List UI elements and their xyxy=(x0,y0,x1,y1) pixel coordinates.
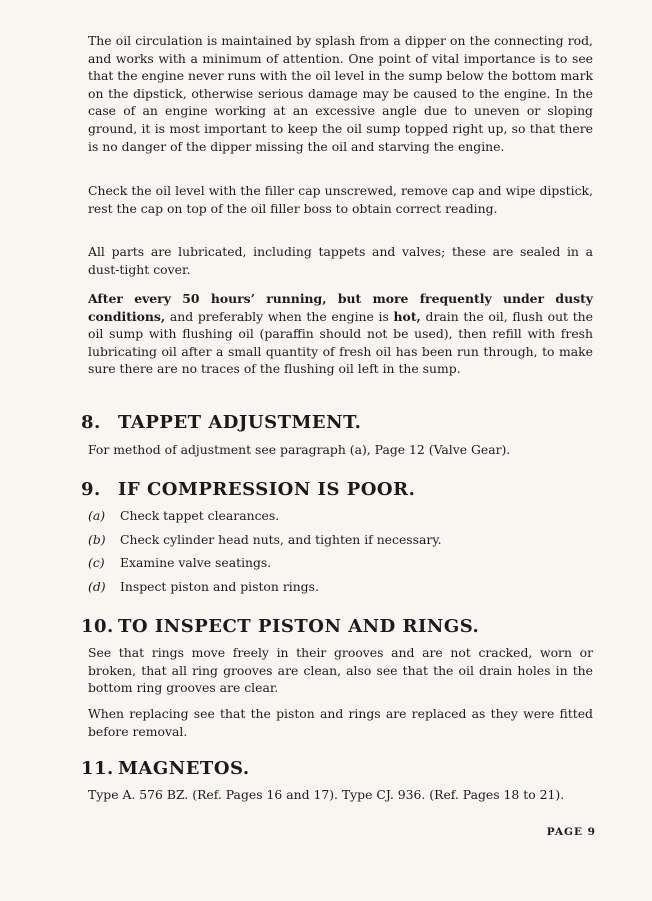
section-11-number: 11. xyxy=(81,758,114,779)
section-11-title: MAGNETOS. xyxy=(118,758,250,779)
section-10-number: 10. xyxy=(81,616,114,637)
list-item-label: (d) xyxy=(88,578,106,594)
paragraph-oil-circulation: The oil circulation is maintained by splash from a dipper on the connecting rod, and works with a minimum of attention. One point of vital importance is to see that the engine never runs with the oil level in the sump below the bottom mark on the dipstick, otherwise serious damage may be caused to the engine. In the case of an engine working at an excessive angle due to uneven or sloping ground, it is most important to keep the oil sump topped right up, so that there is no danger of the dipper missing the oil and starving the engine. xyxy=(88,33,593,154)
hot-emphasis: hot, xyxy=(393,308,421,324)
list-item xyxy=(88,554,442,578)
paragraph-check-level: Check the oil level with the filler cap unscrewed, remove cap and wipe dipstick, rest the cap on top of the oil filler boss to obtain correct reading. xyxy=(88,183,593,216)
section-10-title: TO INSPECT PISTON AND RINGS. xyxy=(118,616,480,637)
paragraph-every-50-hours xyxy=(88,290,593,378)
every-50-hours-text-a: and preferably when the engine is xyxy=(165,308,394,324)
every-50-hours-emphasis: After every 50 hours’ running, but more frequently under dusty conditions, xyxy=(88,291,593,324)
paragraph-all-parts: All parts are lubricated, including tappets and valves; these are sealed in a dust-tight cover. xyxy=(88,244,593,277)
section-11-text: Type A. 576 BZ. (Ref. Pages 16 and 17). Type CJ. 936. (Ref. Pages 18 to 21). xyxy=(88,787,565,802)
section-8-number: 8. xyxy=(81,412,101,433)
section-11-heading xyxy=(81,758,250,779)
section-9-number: 9. xyxy=(81,479,101,500)
section-8-title: TAPPET ADJUSTMENT. xyxy=(118,412,362,433)
list-item xyxy=(88,507,442,531)
list-item-label: (b) xyxy=(88,531,106,547)
list-item-text: Inspect piston and piston rings. xyxy=(120,578,319,594)
section-8-heading xyxy=(81,412,361,433)
list-item-label: (c) xyxy=(88,555,105,570)
section-8-text: For method of adjustment see paragraph (a), Page 12 (Valve Gear). xyxy=(88,442,511,457)
section-9-title: IF COMPRESSION IS POOR. xyxy=(118,479,416,500)
section-10-text-1: See that rings move freely in their grooves and are not cracked, worn or broken, that all ring grooves are clean, also see that the oil drain holes in the bottom ring grooves are clear. xyxy=(88,645,593,696)
list-item-text: Check cylinder head nuts, and tighten if necessary. xyxy=(120,531,442,547)
compression-checklist xyxy=(88,507,442,601)
list-item-text: Check tappet clearances. xyxy=(120,508,280,523)
list-item xyxy=(88,531,442,555)
page-number: PAGE 9 xyxy=(546,826,596,838)
list-item xyxy=(88,578,442,602)
list-item-label: (a) xyxy=(88,508,106,523)
section-10-text-2: When replacing see that the piston and rings are replaced as they were fitted before removal. xyxy=(88,706,593,739)
section-10-heading xyxy=(81,616,479,637)
every-50-hours-text-b: drain the oil, flush out the oil sump with flushing oil (paraffin should not be used), then refill with fresh lubricating oil after a small quantity of fresh oil has been run through, to make sure there are no traces of the flushing oil left in the sump. xyxy=(88,308,593,377)
section-9-heading xyxy=(81,479,415,500)
list-item-text: Examine valve seatings. xyxy=(120,555,272,570)
